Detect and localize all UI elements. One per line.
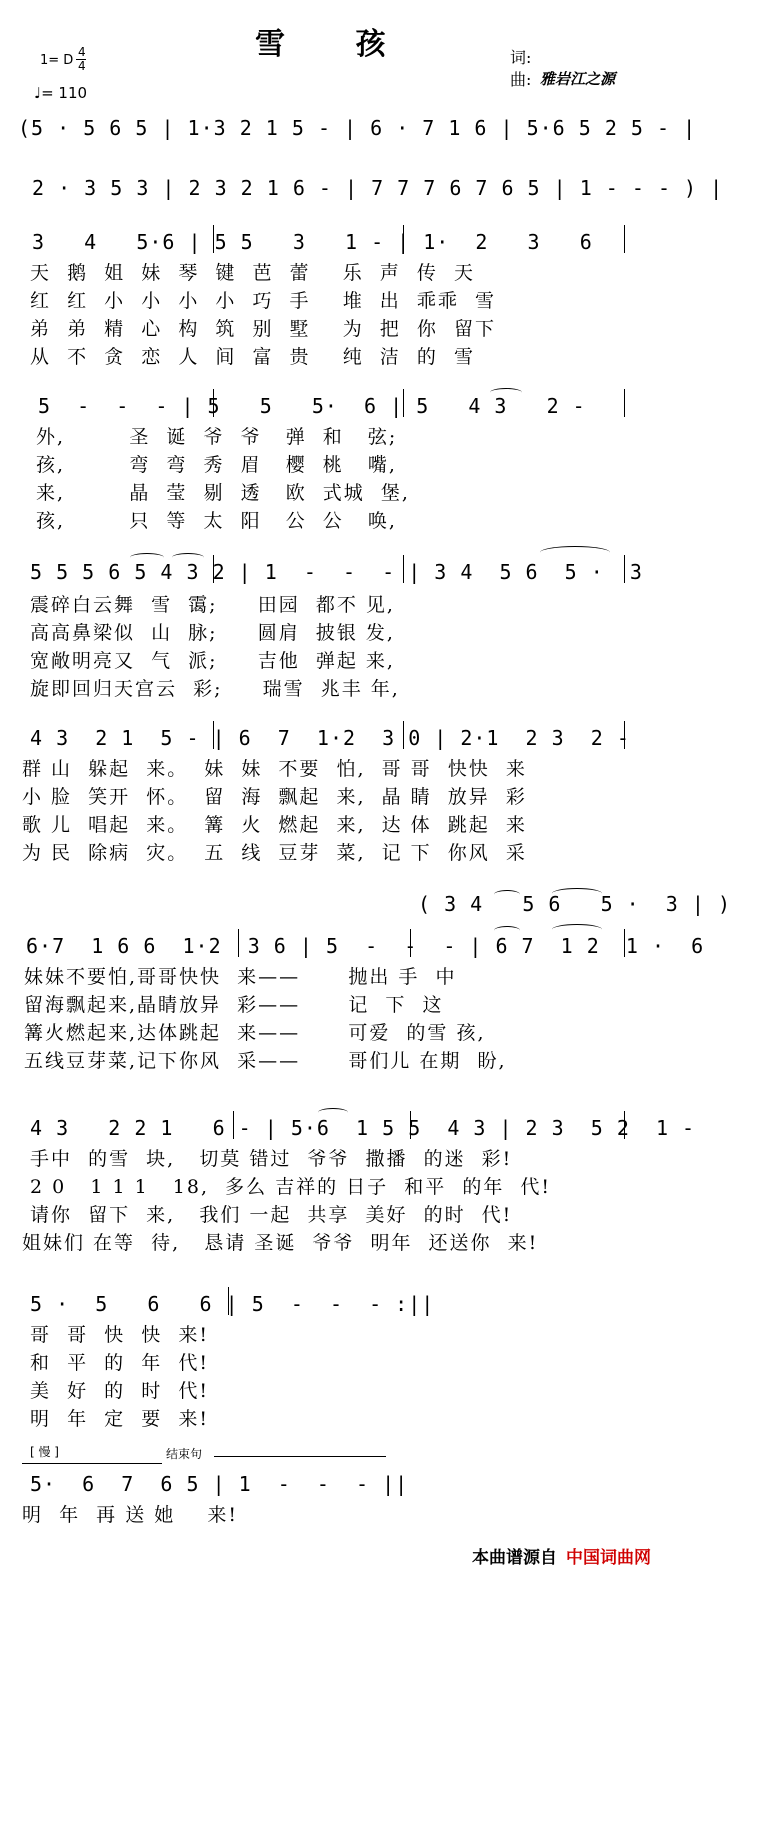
verse2-lyric-2: 孩, 弯 弯 秀 眉 樱 桃 嘴,	[36, 454, 397, 476]
verse3-lyric-2: 高高鼻梁似 山 脉; 圆肩 披银 发,	[30, 622, 395, 644]
ending-line	[214, 1456, 386, 1457]
author-name: 雅岩江之源	[540, 70, 616, 88]
barline	[624, 389, 625, 417]
slur	[172, 553, 204, 562]
verse7-notes: 5 · 5 6 6 | 5 - - - :||	[30, 1292, 435, 1316]
verse7-lyric-4: 明 年 定 要 来!	[30, 1408, 209, 1430]
time-signature-numerator: 4	[78, 45, 86, 59]
barline	[403, 555, 404, 583]
verse4-notes: 4 3 2 1 5 - | 6 7 1·2 3 0 | 2·1 2 3 2 -	[30, 726, 630, 750]
verse6-lyric-3: 请你 留下 来, 我们 一起 共享 美好 的时 代!	[30, 1204, 513, 1226]
barline	[624, 225, 625, 253]
slur	[552, 924, 602, 935]
footer-source-text: 本曲谱源自	[472, 1548, 557, 1567]
verse1-lyric-1: 天 鹅 姐 妹 琴 键 芭 蕾 乐 声 传 天	[30, 262, 475, 284]
verse6-notes: 4 3 2 2 1 6 - | 5·6 1 5 5 4 3 | 2 3 5 2 1 -	[30, 1116, 696, 1140]
verse7-lyric-1: 哥 哥 快 快 来!	[30, 1324, 209, 1346]
ending-lyric: 明 年 再 送 她 来!	[22, 1504, 239, 1526]
slur	[490, 388, 522, 397]
barline	[624, 555, 625, 583]
verse4-lyric-1: 群 山 躲起 来。 妹 妹 不要 怕, 哥 哥 快快 来	[22, 758, 527, 780]
verse5-pre-notes: ( 3 4 5 6 5 · 3 | )	[418, 892, 731, 916]
song-title: 雪 孩	[255, 27, 416, 62]
slur	[552, 888, 602, 899]
barline	[410, 1111, 411, 1139]
barline	[624, 1111, 625, 1139]
verse7-lyric-3: 美 好 的 时 代!	[30, 1380, 209, 1402]
slur	[318, 1108, 348, 1117]
verse6-lyric-4: 姐妹们 在等 待, 恳请 圣诞 爷爷 明年 还送你 来!	[22, 1232, 539, 1254]
lyricist-label: 词:	[510, 48, 532, 67]
verse4-lyric-4: 为 民 除病 灾。 五 线 豆芽 菜, 记 下 你风 采	[22, 842, 527, 864]
verse5-lyric-3: 篝火燃起来,达体跳起 来—— 可爱 的雪 孩,	[24, 1022, 486, 1044]
verse3-lyric-1: 震碎白云舞 雪 霭; 田园 都不 见,	[30, 594, 395, 616]
verse1-lyric-3: 弟 弟 精 心 构 筑 别 墅 为 把 你 留下	[30, 318, 496, 340]
slur	[540, 546, 610, 559]
slow-line	[22, 1463, 162, 1464]
barline	[410, 929, 411, 957]
barline	[624, 929, 625, 957]
intro-line-1: (5 · 5 6 5 | 1·3 2 1 5 - | 6 · 7 1 6 | 5·6 5 2 5 - |	[18, 116, 697, 140]
verse6-lyric-2: 2 0 1 1 1 18, 多么 吉祥的 日子 和平 的年 代!	[30, 1176, 552, 1198]
ending-label: 结束句	[166, 1447, 203, 1461]
barline	[228, 1287, 229, 1315]
footer-site-link[interactable]: 中国词曲网	[566, 1548, 651, 1567]
barline	[233, 1111, 234, 1139]
ending-notes: 5· 6 7 6 5 | 1 - - - ||	[30, 1472, 409, 1496]
time-signature-denominator: 4	[78, 59, 86, 73]
verse3-notes: 5 5 5 6 5 4 3 2 | 1 - - - | 3 4 5 6 5 · 3	[30, 560, 643, 584]
slur	[494, 890, 520, 899]
composer-label: 曲:	[510, 70, 532, 89]
verse1-lyric-2: 红 红 小 小 小 小 巧 手 堆 出 乖乖 雪	[30, 290, 496, 312]
verse2-lyric-1: 外, 圣 诞 爷 爷 弹 和 弦;	[36, 426, 398, 448]
verse3-lyric-3: 宽敞明亮又 气 派; 吉他 弹起 来,	[30, 650, 395, 672]
verse6-lyric-1: 手中 的雪 块, 切莫 错过 爷爷 撒播 的迷 彩!	[30, 1148, 513, 1170]
verse4-lyric-2: 小 脸 笑开 怀。 留 海 飘起 来, 晶 睛 放异 彩	[22, 786, 527, 808]
time-signature-line	[76, 59, 86, 60]
barline	[213, 389, 214, 417]
barline	[403, 721, 404, 749]
barline	[213, 721, 214, 749]
barline	[624, 721, 625, 749]
slur	[494, 926, 520, 935]
slur	[130, 553, 164, 562]
intro-line-2: 2 · 3 5 3 | 2 3 2 1 6 - | 7 7 7 6 7 6 5 | 1 - - - ) |	[32, 176, 724, 200]
key-signature: 1= D	[40, 53, 74, 68]
barline	[403, 389, 404, 417]
verse4-lyric-3: 歌 儿 唱起 来。 篝 火 燃起 来, 达 体 跳起 来	[22, 814, 527, 836]
slow-marking: [ 慢 ]	[30, 1445, 59, 1459]
verse2-lyric-4: 孩, 只 等 太 阳 公 公 唤,	[36, 510, 397, 532]
barline	[403, 225, 404, 253]
verse5-notes: 6·7 1 6 6 1·2 3 6 | 5 - - - | 6 7 1 2 1 · 6	[26, 934, 705, 958]
tempo-marking: ♩= 110	[34, 84, 88, 102]
verse2-lyric-3: 来, 晶 莹 剔 透 欧 式城 堡,	[36, 482, 410, 504]
verse1-lyric-4: 从 不 贪 恋 人 间 富 贵 纯 洁 的 雪	[30, 346, 475, 368]
barline	[213, 225, 214, 253]
barline	[238, 929, 239, 957]
barline	[213, 555, 214, 583]
verse5-lyric-2: 留海飘起来,晶睛放异 彩—— 记 下 这	[24, 994, 444, 1016]
verse2-notes: 5 - - - | 5 5 5· 6 | 5 4 3 2 -	[38, 394, 586, 418]
verse7-lyric-2: 和 平 的 年 代!	[30, 1352, 209, 1374]
verse3-lyric-4: 旋即回归天宫云 彩; 瑞雪 兆丰 年,	[30, 678, 400, 700]
verse5-lyric-4: 五线豆芽菜,记下你风 采—— 哥们儿 在期 盼,	[24, 1050, 507, 1072]
verse1-notes: 3 4 5·6 | 5 5 3 1 - | 1· 2 3 6	[32, 230, 593, 254]
verse5-lyric-1: 妹妹不要怕,哥哥快快 来—— 抛出 手 中	[24, 966, 457, 988]
